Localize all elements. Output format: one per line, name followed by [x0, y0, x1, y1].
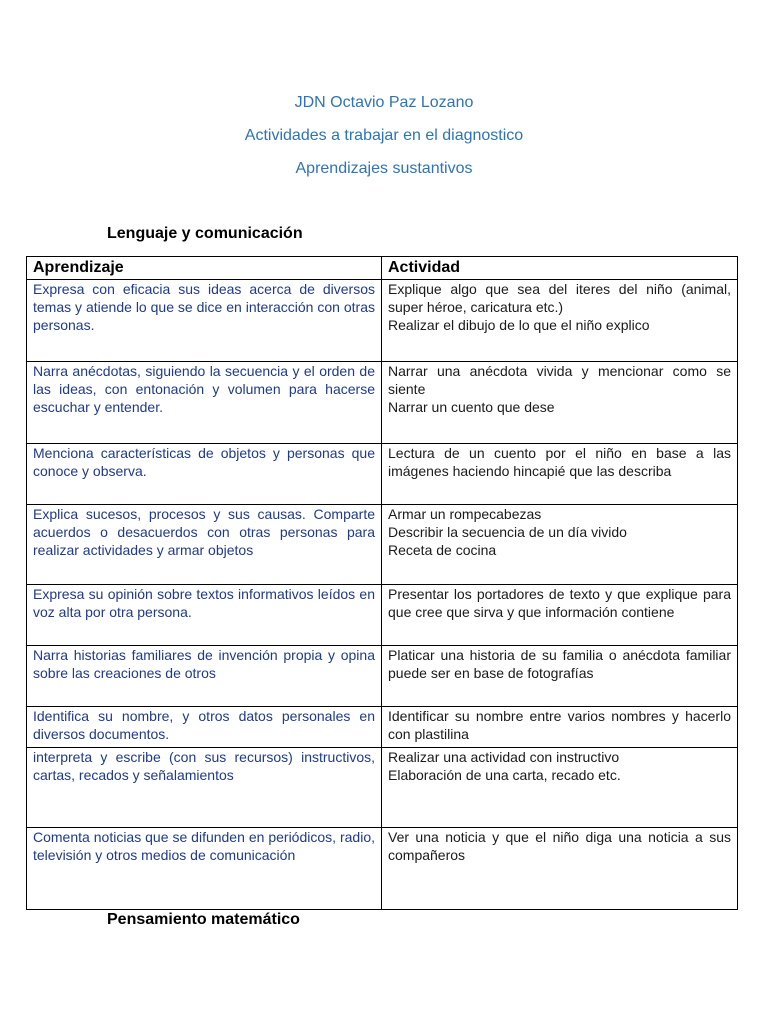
activity-cell: [382, 280, 738, 362]
learning-cell: interpreta y escribe (con sus recursos) instructivos, cartas, recados y señalamientos: [27, 748, 382, 828]
learning-cell: Explica sucesos, procesos y sus causas. Comparte acuerdos o desacuerdos con otras personas para realizar actividades y armar objetos: [27, 505, 382, 585]
activity-line: Realizar una actividad con instructivo: [388, 749, 620, 765]
activity-line: Presentar los portadores de texto y que explique para que cree que sirva y que información contiene: [388, 586, 731, 620]
header-aprendizaje: Aprendizaje: [27, 257, 382, 280]
learning-cell: Menciona características de objetos y personas que conoce y observa.: [27, 444, 382, 505]
document-title: JDN Octavio Paz Lozano: [294, 94, 474, 111]
activity-cell: [382, 646, 738, 707]
activity-line: Platicar una historia de su familia o anécdota familiar puede ser en base de fotografías: [388, 647, 731, 681]
activity-line: Narrar una anécdota vivida y mencionar como se siente: [388, 363, 731, 397]
table-row: [27, 444, 738, 505]
activity-line: Armar un rompecabezas: [388, 506, 542, 522]
document-subtitle-2: Aprendizajes sustantivos: [295, 160, 473, 177]
table-row: [27, 748, 738, 828]
activity-line: Ver una noticia y que el niño diga una noticia a sus compañeros: [388, 829, 731, 863]
table-row: [27, 707, 738, 748]
learning-cell: Identifica su nombre, y otros datos personales en diversos documentos.: [27, 707, 382, 748]
learning-cell: Expresa su opinión sobre textos informativos leídos en voz alta por otra persona.: [27, 585, 382, 646]
section-title-language: Lenguaje y comunicación: [107, 225, 303, 242]
learning-cell: Comenta noticias que se difunden en periódicos, radio, televisión y otros medios de comunicación: [27, 828, 382, 910]
header-actividad: Actividad: [382, 257, 738, 280]
activity-line: Identificar su nombre entre varios nombres y hacerlo con plastilina: [388, 708, 731, 742]
activity-cell: [382, 505, 738, 585]
activity-line: Receta de cocina: [388, 542, 497, 558]
activity-line: Narrar un cuento que dese: [388, 399, 555, 415]
activity-cell: [382, 585, 738, 646]
table-row: [27, 280, 738, 362]
activity-cell: [382, 828, 738, 910]
table-row: [27, 646, 738, 707]
activity-line: Lectura de un cuento por el niño en base a las imágenes haciendo hincapié que las describa: [388, 445, 731, 479]
activity-cell: [382, 362, 738, 444]
activity-cell: [382, 707, 738, 748]
learning-cell: Narra historias familiares de invención propia y opina sobre las creaciones de otros: [27, 646, 382, 707]
section-title-math: Pensamiento matemático: [107, 911, 300, 928]
activity-line: Explique algo que sea del iteres del niño (animal, super héroe, caricatura etc.): [388, 281, 731, 315]
document-subtitle: Actividades a trabajar en el diagnostico: [244, 127, 524, 144]
table-row: [27, 505, 738, 585]
learning-cell: Expresa con eficacia sus ideas acerca de diversos temas y atiende lo que se dice en interacción con otras personas.: [27, 280, 382, 362]
table-header-row: [27, 257, 738, 280]
activity-line: Realizar el dibujo de lo que el niño explico: [388, 317, 650, 333]
table-row: [27, 585, 738, 646]
activity-line: Describir la secuencia de un día vivido: [388, 524, 627, 540]
learning-activities-table: [26, 256, 738, 910]
table-row: [27, 362, 738, 444]
learning-cell: Narra anécdotas, siguiendo la secuencia y el orden de las ideas, con entonación y volumen para hacerse escuchar y entender.: [27, 362, 382, 444]
activity-line: Elaboración de una carta, recado etc.: [388, 767, 621, 783]
activity-cell: [382, 444, 738, 505]
table-row: [27, 828, 738, 910]
activity-cell: [382, 748, 738, 828]
